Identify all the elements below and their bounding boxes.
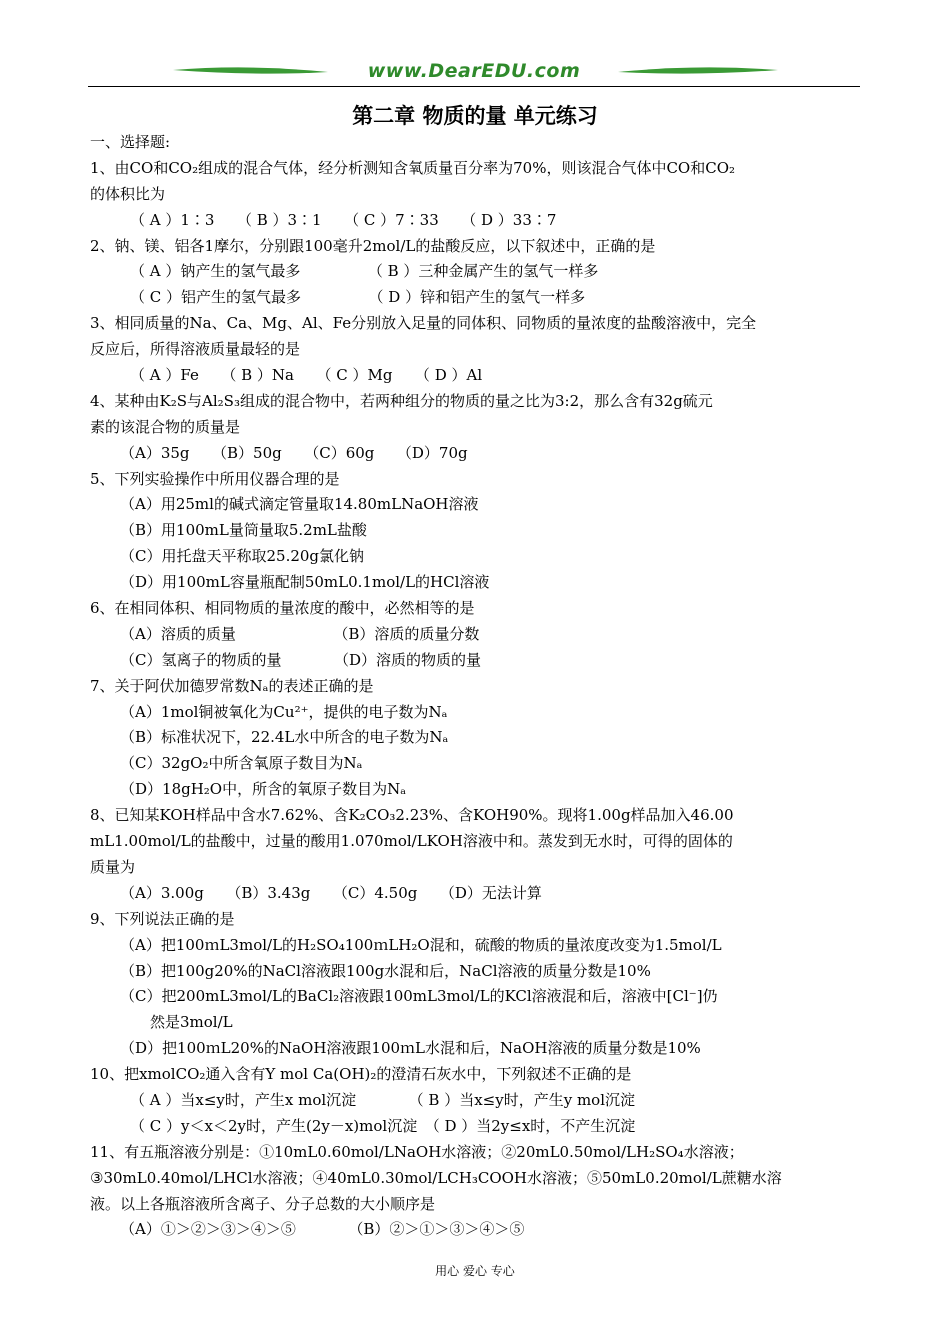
question-5-option-b: （B）用100mL量筒量取5.2mL盐酸 bbox=[120, 521, 367, 540]
question-2-line-1: 2、钠、镁、铝各1摩尔，分别跟100毫升2mol/L的盐酸反应，以下叙述中，正确的是 bbox=[90, 236, 656, 255]
question-10-stem: 10、把xmolCO₂通入含有Y mol Ca(OH)₂的澄清石灰水中，下列叙述不正确的是 bbox=[90, 1065, 632, 1084]
document-body bbox=[90, 130, 865, 1243]
question-8-line-3: 质量为 bbox=[90, 857, 136, 876]
question-7-option-b: （B）标准状况下，22.4L水中所含的电子数为Nₐ bbox=[120, 728, 449, 747]
question-10-options-cd: （ C ）y＜x＜2y时，产生(2y－x)mol沉淀 （ D ）当2y≤x时，不产生沉淀 bbox=[130, 1116, 636, 1135]
question-6-options-ab: （A）溶质的质量 （B）溶质的质量分数 bbox=[120, 624, 480, 643]
question-9-stem: 9、下列说法正确的是 bbox=[90, 909, 235, 928]
question-7-stem: 7、关于阿伏加德罗常数Nₐ的表述正确的是 bbox=[90, 676, 374, 695]
question-1-line-1: 1、由CO和CO₂组成的混合气体，经分析测知含氧质量百分率为70%，则该混合气体中CO和CO₂ bbox=[90, 158, 736, 177]
question-11-line-2: ③30mL0.40mol/LHCl水溶液；④40mL0.30mol/LCH₃COOH水溶液；⑤50mL0.20mol/L蔗糖水溶 bbox=[90, 1168, 782, 1187]
question-3-line-1: 3、相同质量的Na、Ca、Mg、Al、Fe分别放入足量的同体积、同物质的量浓度的盐酸溶液中，完全 bbox=[90, 314, 757, 333]
question-5-stem: 5、下列实验操作中所用仪器合理的是 bbox=[90, 469, 340, 488]
question-6-stem: 6、在相同体积、相同物质的量浓度的酸中，必然相等的是 bbox=[90, 599, 475, 618]
question-4-options: （A）35g （B）50g （C）60g （D）70g bbox=[120, 443, 468, 462]
question-5-option-a: （A）用25ml的碱式滴定管量取14.80mLNaOH溶液 bbox=[120, 495, 479, 514]
site-header bbox=[88, 58, 860, 90]
page-title: 第二章 物质的量 单元练习 bbox=[352, 104, 598, 128]
question-1-line-2: 的体积比为 bbox=[90, 184, 166, 203]
question-7-option-c: （C）32gO₂中所含氧原子数目为Nₐ bbox=[120, 754, 363, 773]
question-5-option-d: （D）用100mL容量瓶配制50mL0.1mol/L的HCl溶液 bbox=[120, 573, 490, 592]
question-7-option-a: （A）1mol铜被氧化为Cu²⁺，提供的电子数为Nₐ bbox=[120, 702, 448, 721]
page-footer: 用心 爱心 专心 bbox=[435, 1264, 515, 1278]
question-5-option-c: （C）用托盘天平称取25.20g氯化钠 bbox=[120, 547, 365, 566]
question-3-options: （ A ）Fe （ B ）Na （ C ）Mg （ D ）Al bbox=[130, 366, 483, 385]
question-11-options: （A）①＞②＞③＞④＞⑤ （B）②＞①＞③＞④＞⑤ bbox=[120, 1220, 525, 1239]
question-9-option-b: （B）把100g20%的NaCl溶液跟100g水混和后，NaCl溶液的质量分数是10% bbox=[120, 961, 651, 980]
question-9-option-c: （C）把200mL3mol/L的BaCl₂溶液跟100mL3mol/L的KCl溶液混和后，溶液中[Cl⁻]仍 bbox=[120, 987, 718, 1006]
question-8-options: （A）3.00g （B）3.43g （C）4.50g （D）无法计算 bbox=[120, 883, 542, 902]
header-rule bbox=[88, 86, 860, 87]
section-heading: 一、选择题: bbox=[90, 133, 171, 151]
question-1-options: （ A ）1∶3 （ B ）3∶1 （ C ）7∶33 （ D ）33∶7 bbox=[130, 210, 557, 229]
site-brand[interactable]: www.DearEDU.com bbox=[367, 60, 581, 82]
question-9-option-d: （D）把100ｍL20%的NaOH溶液跟100ｍL水混和后，NaOH溶液的质量分数是10% bbox=[120, 1039, 701, 1058]
question-11-line-3: 液。以上各瓶溶液所含离子、分子总数的大小顺序是 bbox=[90, 1194, 436, 1213]
question-10-options-ab: （ A ）当x≤y时，产生x mol沉淀 （ B ）当x≤y时，产生y mol沉淀 bbox=[130, 1090, 636, 1109]
question-4-line-1: 4、某种由K₂S与Al₂S₃组成的混合物中，若两种组分的物质的量之比为3:2，那么含有32g硫元 bbox=[90, 391, 713, 410]
question-8-line-1: 8、已知某KOH样品中含水7.62%、含K₂CO₃2.23%、含KOH90%。现将1.00g样品加入46.00 bbox=[90, 806, 734, 825]
question-4-line-2: 素的该混合物的质量是 bbox=[90, 417, 241, 436]
question-2-options-cd: （ C ）铝产生的氢气最多 （ D ）锌和铝产生的氢气一样多 bbox=[130, 288, 586, 307]
question-2-options-ab: （ A ）钠产生的氢气最多 （ B ）三种金属产生的氢气一样多 bbox=[130, 262, 599, 281]
question-6-options-cd: （C）氢离子的物质的量 （D）溶质的物质的量 bbox=[120, 650, 482, 669]
question-7-option-d: （D）18gH₂O中，所含的氧原子数目为Nₐ bbox=[120, 780, 407, 799]
question-3-line-2: 反应后，所得溶液质量最轻的是 bbox=[90, 340, 301, 359]
question-9-option-a: （A）把100ｍL3mol/L的H₂SO₄100ｍLH₂O混和，硫酸的物质的量浓度改变为1.5mol/L bbox=[120, 935, 722, 954]
question-11-line-1: 11、有五瓶溶液分别是：①10mL0.60mol/LNaOH水溶液；②20mL0.50mol/LH₂SO₄水溶液； bbox=[90, 1142, 744, 1161]
question-8-line-2: mL1.00mol/L的盐酸中，过量的酸用1.070mol/LKOH溶液中和。蒸发到无水时，可得的固体的 bbox=[90, 832, 733, 851]
question-9-option-c-cont: 然是3mol/L bbox=[150, 1013, 233, 1032]
